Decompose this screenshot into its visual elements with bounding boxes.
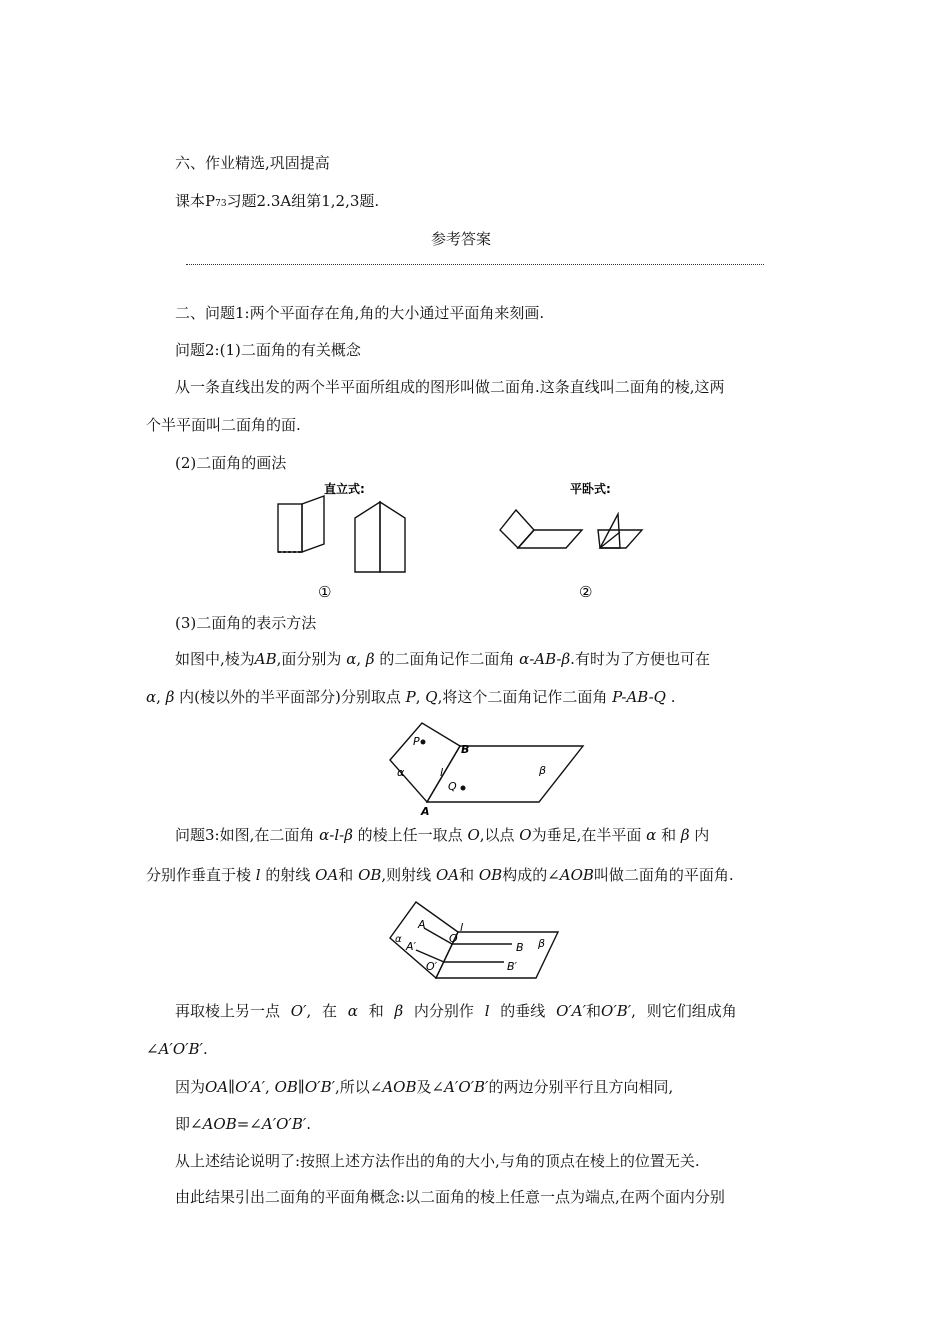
flat-label: 平卧式: (570, 482, 611, 496)
label-q: Q (448, 780, 457, 793)
again-text: , 在 (306, 1002, 348, 1020)
q3-text: 为垂足,在半平面 (531, 826, 647, 844)
homework-text-b: 习题2.3A组第1,2,3题. (226, 192, 380, 210)
angle-aob: AOB (202, 1115, 237, 1133)
rep-text: . (665, 688, 676, 706)
rep-text: , (415, 688, 426, 706)
label-o: O (449, 932, 458, 945)
label-alpha: α (395, 934, 402, 945)
q3-text: 构成的∠ (502, 866, 560, 884)
because-text: 因为 (175, 1078, 206, 1096)
label-b-prime: B′ (507, 960, 518, 973)
again-text: 和 (357, 1002, 395, 1020)
representation-heading: (3)二面角的表示方法 (175, 614, 317, 632)
angle-a-prime-o-prime-b-prime: A′O′B′ (444, 1078, 489, 1096)
again-line-2 (146, 1040, 208, 1058)
point-q: Q (425, 688, 438, 706)
because-text: , (265, 1078, 275, 1096)
last-line: 由此结果引出二面角的平面角概念:以二面角的棱上任意一点为端点,在两个面内分别 (175, 1188, 725, 1206)
rep-text: 的二面角记作二面角 (374, 650, 520, 668)
line-o-prime-b-prime: O′B′ (601, 1002, 632, 1020)
rep-text: , (356, 650, 366, 668)
q3-text: 和 (459, 866, 479, 884)
again-text: 内分别作 (403, 1002, 485, 1020)
figure-number-2: ② (579, 583, 593, 601)
ray-ob: OB (274, 1078, 298, 1096)
conclusion-line: 从上述结论说明了:按照上述方法作出的角的大小,与角的顶点在棱上的位置无关. (175, 1152, 700, 1170)
homework-line (175, 190, 379, 211)
edge-l: l (255, 866, 261, 884)
hence-text: =∠ (236, 1115, 262, 1133)
alpha-symbol: α (347, 1002, 358, 1020)
beta-symbol: β (394, 1002, 404, 1020)
answers-title: 参考答案 (431, 230, 492, 248)
line-o-prime-a-prime: O′A′ (556, 1002, 587, 1020)
representation-line-1 (175, 648, 710, 669)
angle-aob: AOB (382, 1078, 417, 1096)
drawing-method-heading: (2)二面角的画法 (175, 454, 287, 472)
representation-line-2 (146, 686, 676, 707)
again-line-1 (175, 1000, 737, 1021)
label-b: B (461, 743, 470, 756)
angle-a-prime-o-prime-b-prime: A′O′B′ (261, 1115, 307, 1133)
definition-line-1: 从一条直线出发的两个半平面所组成的图形叫做二面角.这条直线叫二面角的棱,这两 (175, 378, 725, 396)
edge-l: l (484, 1002, 490, 1020)
label-b: B (516, 941, 524, 954)
question-1: 二、问题1:两个平面存在角,角的大小通过平面角来刻画. (175, 304, 545, 322)
rep-text: ,将这个二面角记作二面角 (437, 688, 613, 706)
ray-o-prime-a-prime: O′A′ (235, 1078, 266, 1096)
again-text: 的垂线 (489, 1002, 557, 1020)
figure-number-1: ① (318, 583, 332, 601)
because-text: 的两边分别平行且方向相同, (488, 1078, 674, 1096)
ray-oa: OA (205, 1078, 229, 1096)
angle-symbol: ∠ (146, 1040, 159, 1058)
q3-text: 的棱上任一取点 (352, 826, 468, 844)
notation-alpha-ab-beta: α-AB-β (519, 650, 571, 668)
q3-text: 和 (338, 866, 359, 884)
alpha-symbol: α (146, 688, 157, 706)
q3-text: ,则射线 (381, 866, 436, 884)
label-l: l (460, 921, 464, 934)
label-p: P (413, 735, 420, 748)
ray-ob: OB (478, 866, 503, 884)
again-text: 再取棱上另一点 (175, 1002, 291, 1020)
label-l: l (440, 766, 444, 779)
because-text: 及∠ (416, 1078, 445, 1096)
homework-text-a: 课本P (175, 192, 216, 210)
again-text: 和 (586, 1002, 602, 1020)
again-text: . (202, 1040, 208, 1058)
label-beta: β (538, 937, 546, 950)
notation-alpha-l-beta: α-l-β (319, 826, 353, 844)
label-alpha: α (397, 766, 405, 779)
point-p: P (405, 688, 416, 706)
q3-text: ,以点 (479, 826, 520, 844)
label-a: A (418, 918, 426, 931)
rep-text: ,面分别为 (276, 650, 347, 668)
point-o: O (519, 826, 532, 844)
angle-aob: AOB (559, 866, 594, 884)
dotted-divider (186, 264, 764, 265)
angle-a-prime-o-prime-b-prime: A′O′B′ (158, 1040, 203, 1058)
label-beta: β (539, 764, 547, 777)
label-o-prime: O′ (426, 960, 438, 973)
dihedral-drawing-figure (268, 476, 668, 604)
homework-page-sub: 73 (215, 199, 227, 209)
rep-text: 如图中,棱为 (175, 650, 255, 668)
beta-symbol: β (365, 650, 375, 668)
label-a: A (421, 805, 430, 818)
ray-oa: OA (435, 866, 460, 884)
q3-text: 内 (689, 826, 710, 844)
plane-angle-figure (386, 898, 561, 988)
label-a-prime: A′ (406, 940, 417, 953)
ray-ob: OB (358, 866, 382, 884)
beta-symbol: β (165, 688, 175, 706)
again-text: , 则它们组成角 (631, 1002, 737, 1020)
parallel-symbol: ∥ (228, 1078, 236, 1096)
point-o: O (467, 826, 480, 844)
q3-text: 的射线 (260, 866, 316, 884)
hence-line (175, 1113, 311, 1134)
because-line (175, 1076, 673, 1097)
section-six-title: 六、作业精选,巩固提高 (175, 154, 330, 172)
alpha-symbol: α (346, 650, 357, 668)
because-text: ,所以∠ (335, 1078, 383, 1096)
ray-oa: OA (315, 866, 339, 884)
rep-text: , (156, 688, 166, 706)
q3-text: 叫做二面角的平面角. (593, 866, 734, 884)
hence-text: 即∠ (175, 1115, 203, 1133)
edge-name-ab: AB (254, 650, 277, 668)
alpha-symbol: α (646, 826, 657, 844)
upright-label: 直立式: (324, 482, 365, 496)
beta-symbol: β (680, 826, 690, 844)
point-o-prime: O′ (290, 1002, 307, 1020)
parallel-symbol: ∥ (297, 1078, 305, 1096)
question-2-heading: 问题2:(1)二面角的有关概念 (175, 341, 361, 359)
rep-text: 内(棱以外的半平面部分)分别取点 (174, 688, 406, 706)
dihedral-pq-figure (385, 718, 585, 818)
q3-text: 问题3:如图,在二面角 (175, 826, 320, 844)
q3-text: 和 (656, 826, 681, 844)
ray-o-prime-b-prime: O′B′ (304, 1078, 335, 1096)
rep-text: .有时为了方便也可在 (570, 650, 710, 668)
notation-p-ab-q: P-AB-Q (612, 688, 666, 706)
question-3-line-1 (175, 824, 709, 845)
q3-text: 分别作垂直于棱 (146, 866, 256, 884)
hence-text: . (306, 1115, 312, 1133)
definition-line-2: 个半平面叫二面角的面. (146, 416, 301, 434)
question-3-line-2 (146, 864, 734, 885)
